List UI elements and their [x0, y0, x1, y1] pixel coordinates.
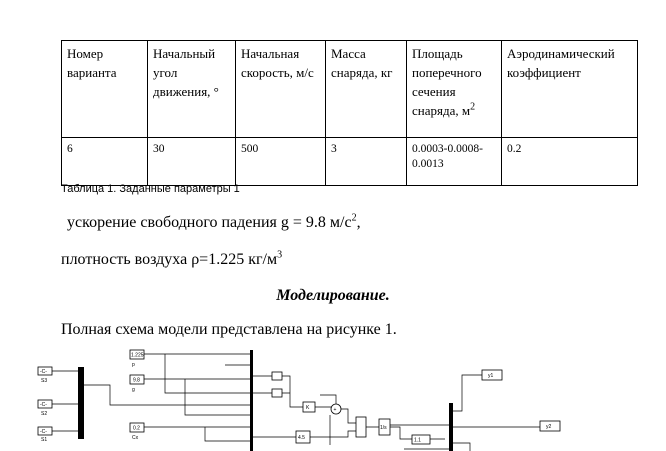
value-label-2: g — [132, 387, 135, 393]
bus-bar — [250, 350, 253, 451]
header-speed — [236, 41, 326, 138]
const-text-1: -C- — [40, 369, 47, 375]
wires-bus — [84, 354, 250, 441]
num-text-2: 1.1 — [414, 437, 421, 444]
value-label-1: p — [132, 362, 135, 368]
gravity-line — [67, 214, 361, 232]
value-label-3: Cx — [132, 435, 139, 441]
density-text: плотность воздуха ρ=1.225 кг/м — [61, 251, 278, 268]
table-caption: Таблица 1. Заданные параметры 1 — [61, 183, 240, 195]
header-mass — [326, 41, 407, 138]
cell-mass: 3 — [326, 138, 407, 186]
gravity-text: ускорение свободного падения g = 9.8 м/с — [67, 214, 352, 231]
header-aero-text: Аэродинамический коэффициент — [507, 46, 615, 80]
gravity-sup: 2 — [351, 212, 357, 224]
cell-variant: 6 — [62, 138, 148, 186]
const-text-3: -C- — [40, 429, 47, 435]
header-aero — [502, 41, 638, 138]
header-angle-text: Начальный угол движения, ° — [153, 46, 219, 99]
header-variant-text: Номер варианта — [67, 46, 117, 80]
wires-const — [52, 371, 78, 431]
header-mass-text: Масса снаряда, кг — [331, 46, 393, 80]
density-sup: 3 — [277, 249, 283, 261]
simulink-diagram — [0, 345, 666, 451]
gravity-suffix: , — [356, 214, 361, 231]
cell-speed: 500 — [236, 138, 326, 186]
header-angle — [148, 41, 236, 138]
header-variant — [62, 41, 148, 138]
demux-bar — [449, 403, 453, 451]
model-sentence: Полная схема модели представлена на рисунке 1. — [61, 321, 397, 338]
table-row — [62, 138, 638, 186]
small-block-1 — [272, 372, 282, 380]
parameters-table — [61, 40, 638, 186]
cell-angle: 30 — [148, 138, 236, 186]
section-title: Моделирование. — [276, 287, 390, 304]
density-line — [61, 251, 282, 269]
cell-area: 0.0003-0.0008-0.0013 — [407, 138, 502, 186]
output-text-1: y1 — [488, 373, 494, 379]
value-text-1: 1.225 — [131, 352, 144, 359]
gain-text: K — [306, 405, 310, 411]
small-block-2 — [272, 389, 282, 397]
const-label-3: S1 — [41, 437, 48, 443]
mux-bar — [78, 367, 84, 439]
const-label-2: S2 — [41, 411, 48, 417]
product-block — [356, 417, 366, 437]
output-text-2: y2 — [546, 424, 552, 430]
value-text-2: 9.8 — [133, 377, 140, 384]
sum-text: + — [333, 407, 337, 413]
header-area — [407, 41, 502, 138]
integrator-text: 1/s — [380, 425, 387, 431]
num-text-1: 4.5 — [298, 435, 305, 441]
value-text-3: 0.2 — [133, 425, 140, 432]
const-text-2: -C- — [40, 402, 47, 408]
header-area-sup: 2 — [470, 101, 476, 113]
const-label-1: S3 — [41, 378, 48, 384]
cell-aero: 0.2 — [502, 138, 638, 186]
table-header-row — [62, 41, 638, 138]
header-speed-text: Начальная скорость, м/с — [241, 46, 314, 80]
header-area-text: Площадь поперечного сечения снаряда, м — [412, 46, 482, 118]
